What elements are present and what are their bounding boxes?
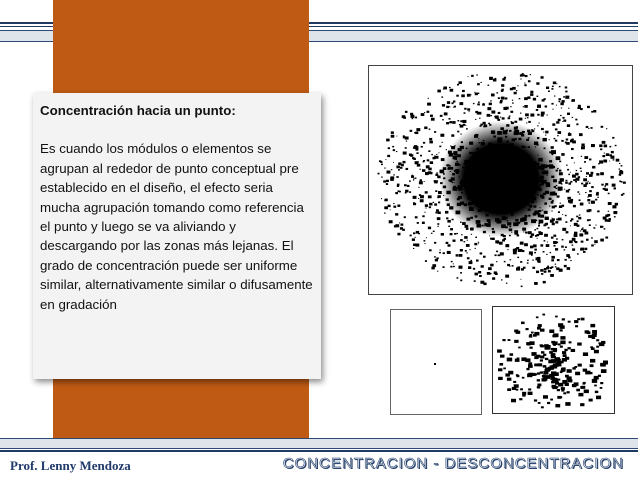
footer-rule (0, 450, 638, 452)
concentration-dot-small (391, 310, 481, 414)
footer-band (0, 438, 638, 449)
concentration-figure-large (368, 65, 633, 295)
text-heading: Concentración hacia un punto: (40, 103, 236, 118)
slide-title: CONCENTRACION - DESCONCENTRACION (282, 455, 624, 472)
concentration-squares-small (493, 307, 614, 413)
concentration-dots-large (369, 66, 632, 294)
description-text-box (33, 93, 321, 379)
author-name: Prof. Lenny Mendoza (10, 458, 131, 473)
concentration-figure-small-left (390, 309, 482, 415)
text-body: Es cuando los módulos o elementos se agrupan al rededor de punto conceptual pre establecido en el diseño, el efecto seria mucha agrupación tomando como referencia el punto y luego se va aliviando y descargando por las zonas más lejanas. El grado de concentración puede ser uniforme similar, alternativamente similar o difusamente en gradación (40, 141, 313, 312)
concentration-figure-small-right (492, 306, 615, 414)
